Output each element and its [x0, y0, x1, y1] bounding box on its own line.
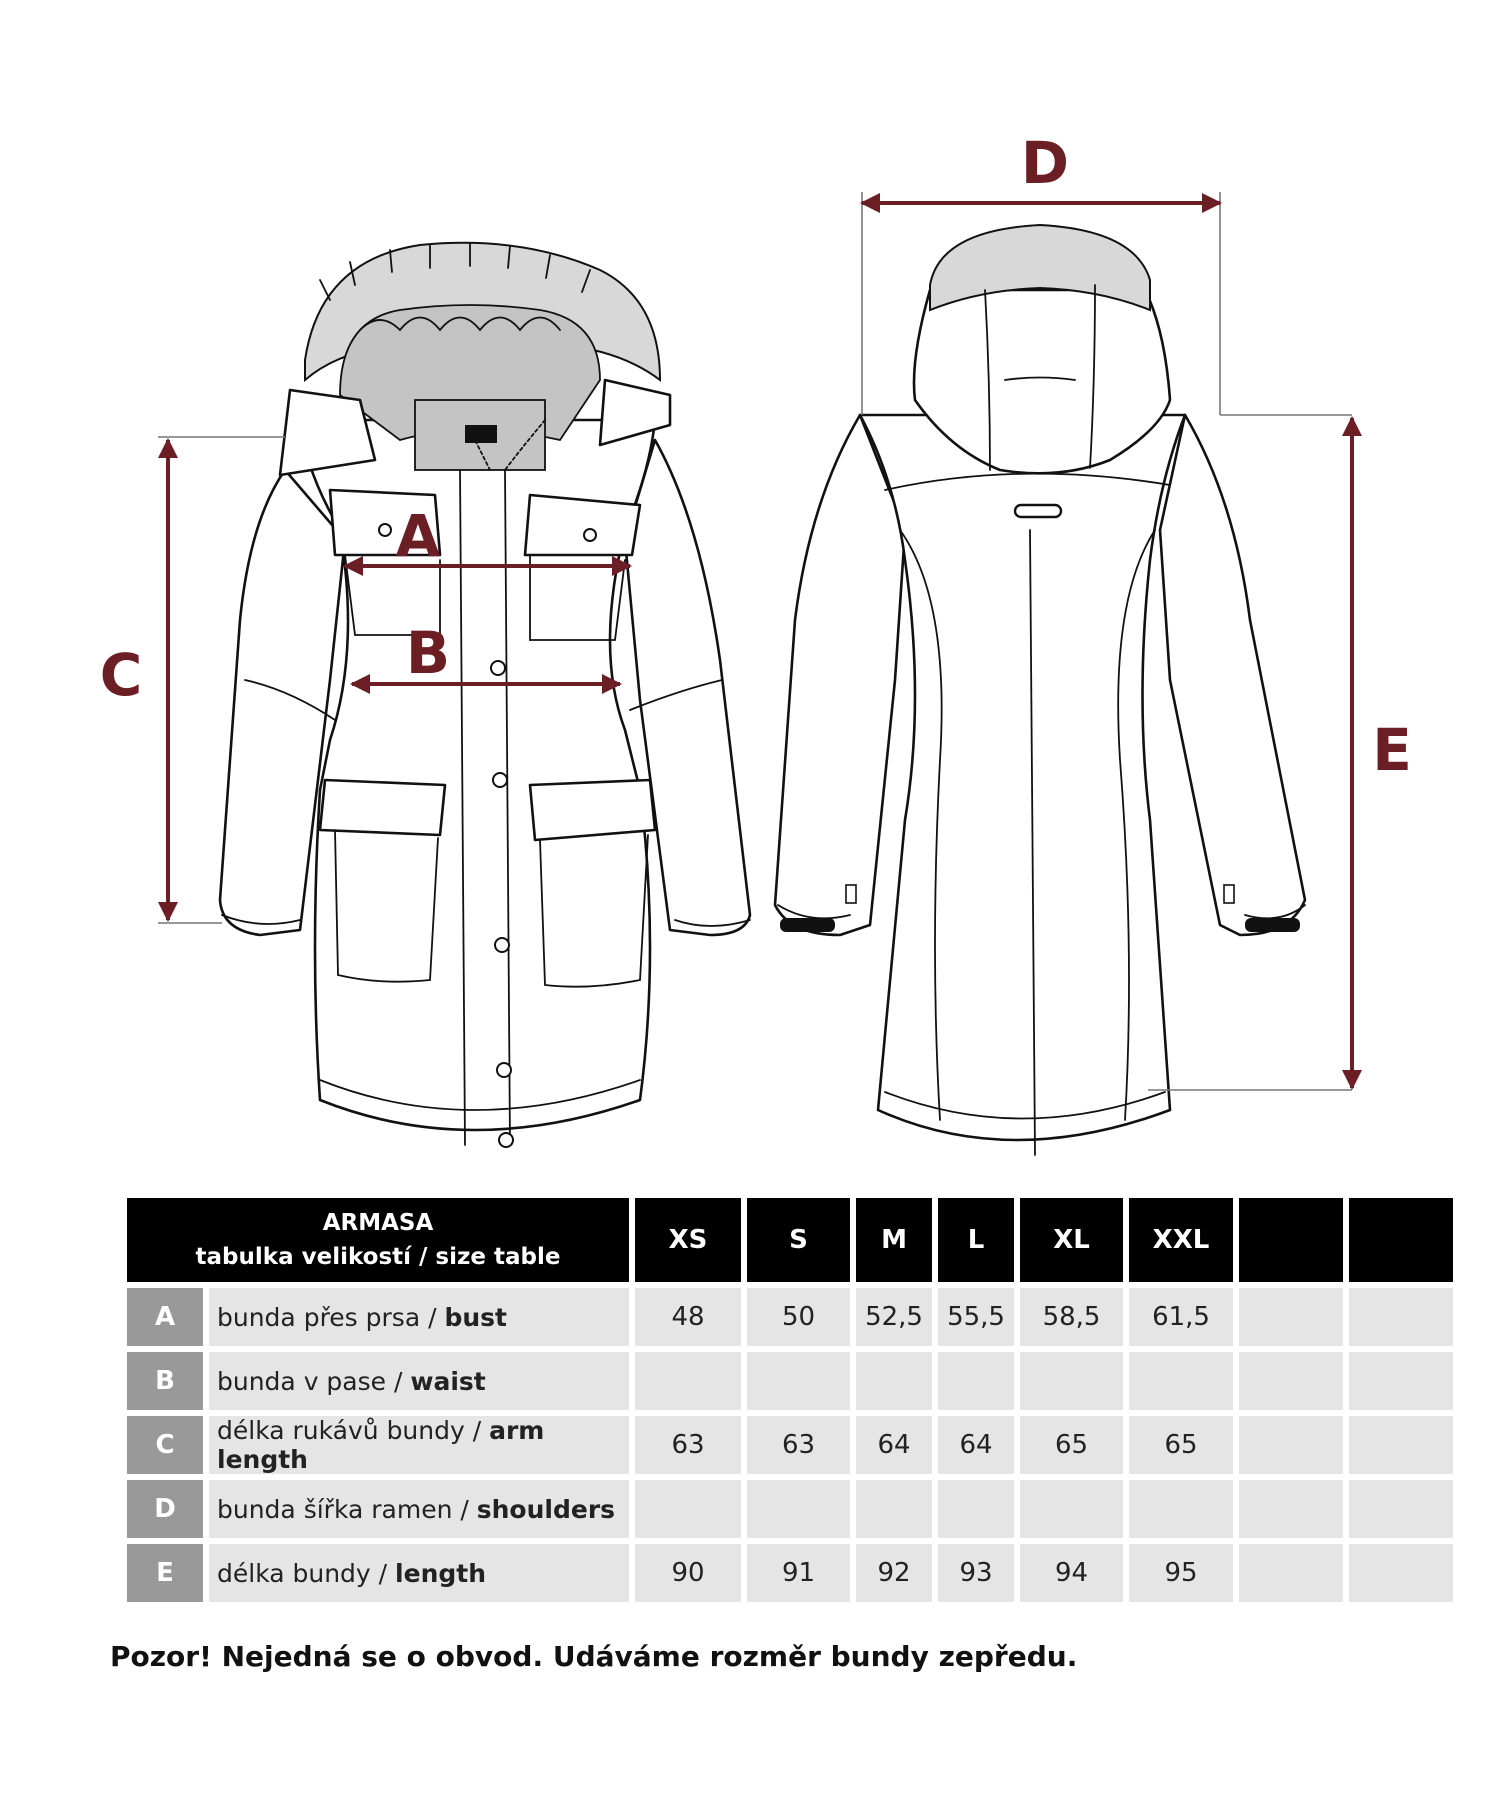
- table-cell: [1020, 1352, 1123, 1410]
- table-cell: 63: [635, 1416, 741, 1474]
- table-cell: 50: [747, 1288, 850, 1346]
- table-cell: 65: [1129, 1416, 1233, 1474]
- table-cell: [635, 1480, 741, 1538]
- table-cell: [1349, 1288, 1453, 1346]
- table-cell: [1239, 1544, 1343, 1602]
- table-cell: 93: [938, 1544, 1014, 1602]
- table-cell: 65: [1020, 1416, 1123, 1474]
- table-row: [127, 1352, 1453, 1410]
- table-cell: [1349, 1544, 1453, 1602]
- table-title: [127, 1198, 629, 1282]
- back-jacket-illustration: [775, 225, 1305, 1155]
- size-header: S: [747, 1198, 850, 1282]
- marker-e: E: [1372, 716, 1412, 784]
- row-label: délka bundy / length: [209, 1544, 629, 1602]
- table-cell: 63: [747, 1416, 850, 1474]
- table-cell: [1020, 1480, 1123, 1538]
- table-cell: 52,5: [856, 1288, 932, 1346]
- table-cell: 64: [856, 1416, 932, 1474]
- table-cell: [1239, 1288, 1343, 1346]
- size-header: M: [856, 1198, 932, 1282]
- row-code: E: [127, 1544, 203, 1602]
- table-row: [127, 1416, 1453, 1474]
- size-header: XS: [635, 1198, 741, 1282]
- row-code: D: [127, 1480, 203, 1538]
- table-cell: 94: [1020, 1544, 1123, 1602]
- table-cell: [747, 1352, 850, 1410]
- table-cell: [1349, 1416, 1453, 1474]
- size-header: XL: [1020, 1198, 1123, 1282]
- size-header: [1349, 1198, 1453, 1282]
- table-subtitle: tabulka velikostí / size table: [195, 1244, 561, 1270]
- table-row: [127, 1288, 1453, 1346]
- table-cell: 91: [747, 1544, 850, 1602]
- marker-c: C: [99, 641, 143, 709]
- table-cell: [635, 1352, 741, 1410]
- table-row: [127, 1480, 1453, 1538]
- marker-d: D: [1020, 129, 1070, 197]
- table-cell: [1239, 1352, 1343, 1410]
- table-cell: 58,5: [1020, 1288, 1123, 1346]
- row-code: A: [127, 1288, 203, 1346]
- table-cell: 48: [635, 1288, 741, 1346]
- table-cell: [856, 1352, 932, 1410]
- row-label: délka rukávů bundy / arm length: [209, 1416, 629, 1474]
- marker-a: A: [395, 502, 441, 570]
- size-table: [121, 1192, 1459, 1608]
- table-cell: [856, 1480, 932, 1538]
- table-cell: [1129, 1352, 1233, 1410]
- size-header: L: [938, 1198, 1014, 1282]
- table-cell: 55,5: [938, 1288, 1014, 1346]
- table-cell: [1239, 1416, 1343, 1474]
- table-header-row: [127, 1198, 1453, 1282]
- table-cell: 92: [856, 1544, 932, 1602]
- table-cell: 61,5: [1129, 1288, 1233, 1346]
- front-jacket-illustration: [220, 243, 750, 1147]
- table-cell: [1129, 1480, 1233, 1538]
- table-row: [127, 1544, 1453, 1602]
- table-cell: [938, 1480, 1014, 1538]
- table-cell: 95: [1129, 1544, 1233, 1602]
- size-header: [1239, 1198, 1343, 1282]
- measurement-note: Pozor! Nejedná se o obvod. Udáváme rozměr bundy zepředu.: [110, 1640, 1078, 1673]
- table-cell: [747, 1480, 850, 1538]
- row-label: bunda přes prsa / bust: [209, 1288, 629, 1346]
- brand-name: ARMASA: [322, 1210, 434, 1236]
- table-cell: [1239, 1480, 1343, 1538]
- size-header: XXL: [1129, 1198, 1233, 1282]
- table-cell: [1349, 1352, 1453, 1410]
- table-cell: 64: [938, 1416, 1014, 1474]
- table-cell: [938, 1352, 1014, 1410]
- row-code: C: [127, 1416, 203, 1474]
- marker-b: B: [405, 619, 451, 687]
- table-cell: 90: [635, 1544, 741, 1602]
- row-label: bunda šířka ramen / shoulders: [209, 1480, 629, 1538]
- row-code: B: [127, 1352, 203, 1410]
- table-cell: [1349, 1480, 1453, 1538]
- row-label: bunda v pase / waist: [209, 1352, 629, 1410]
